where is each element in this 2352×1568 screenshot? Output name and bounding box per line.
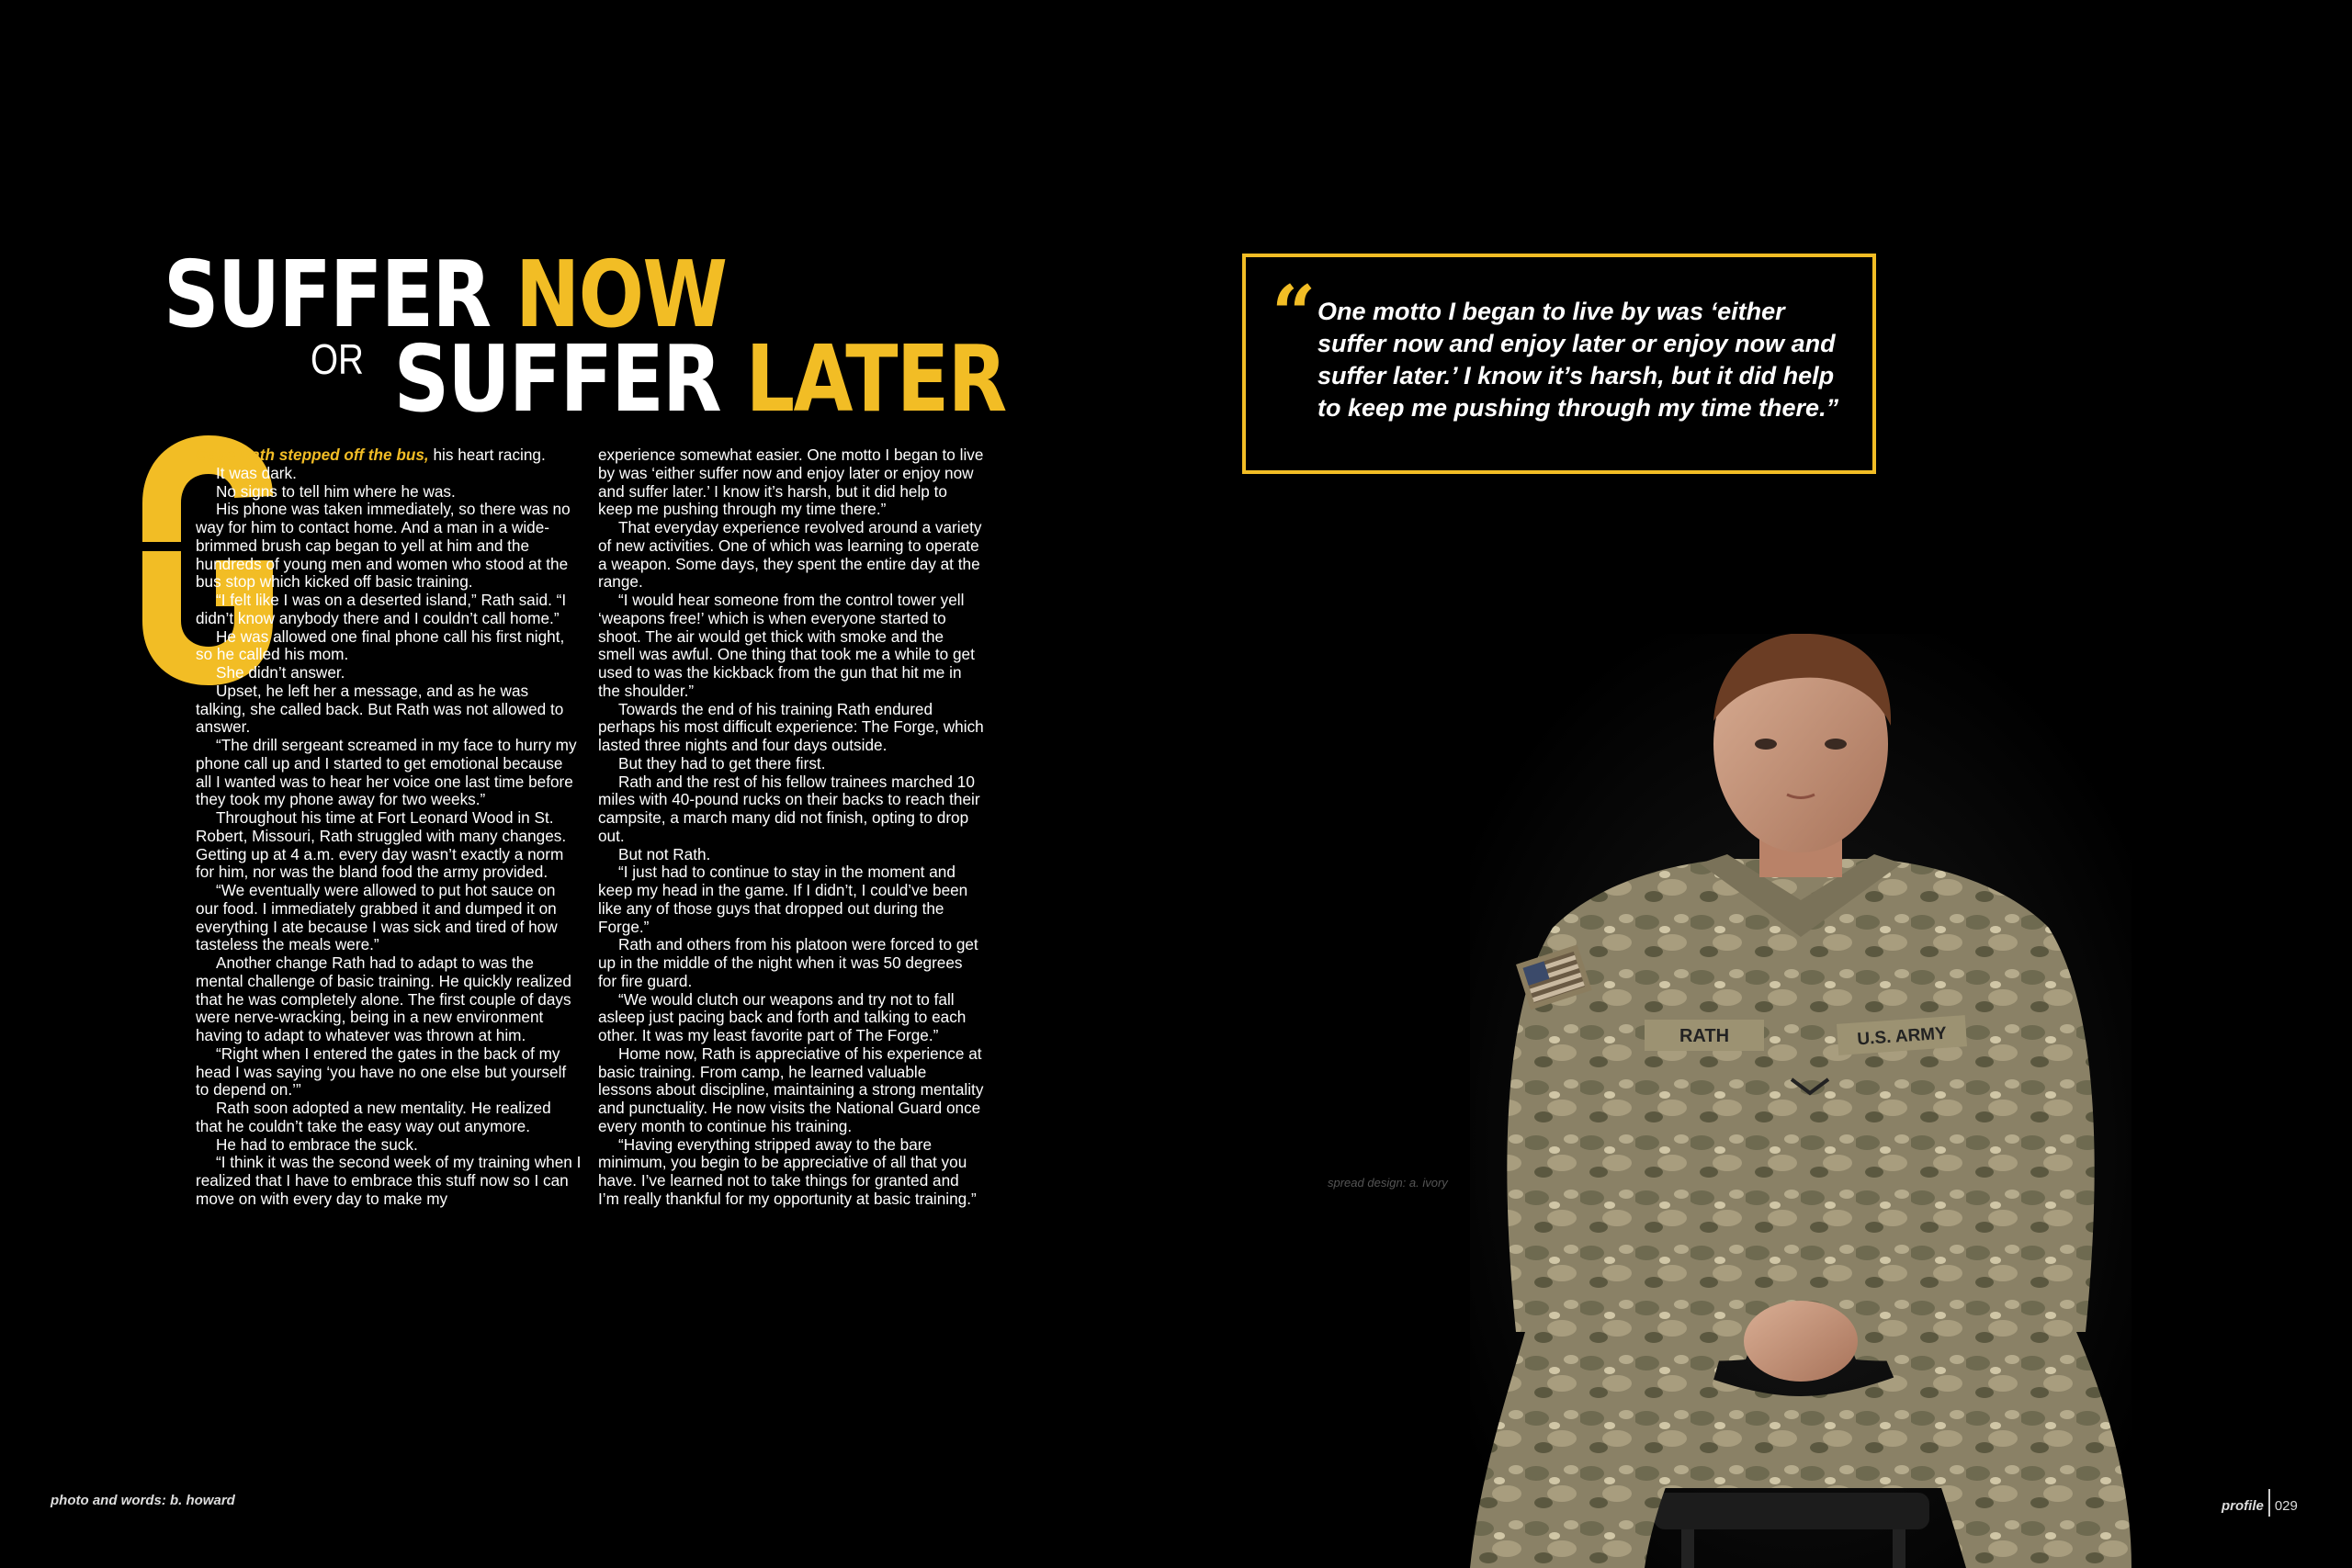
lead-in: Gage Rath stepped off the bus, — [196, 446, 429, 464]
article-paragraph: experience somewhat easier. One motto I began to live by was ‘either suffer now and enjoy later or enjoy now and suffer later.’ I know it’s harsh, but it did help to keep me pushing through my time there.” — [598, 446, 984, 519]
article-paragraph: Rath and others from his platoon were forced to get up in the middle of the night when it was 50 degrees for fire guard. — [598, 935, 978, 990]
article-paragraph: “Having everything stripped away to the bare minimum, you begin to be appreciative of all that you have. I’ve learned not to take things for granted and I’m really thankful for my opportunity at basic training.” — [598, 1134, 977, 1208]
article-paragraph: But not Rath. — [618, 844, 711, 863]
article-paragraph: Another change Rath had to adapt to was the mental challenge of basic training. He quickly realized that he was completely alone. The first couple of days were nerve-wracking, being in a new environment having to adapt to whatever was thrown at him. — [196, 953, 571, 1044]
article-paragraph: “I think it was the second week of my training when I realized that I have to embrace this stuff now so I can move on with every day to make my — [196, 1153, 582, 1208]
article-column-2 — [598, 446, 984, 1209]
page-number: 029 — [2274, 1497, 2298, 1514]
headline — [164, 241, 1006, 433]
quote-mark-icon: “ — [1272, 268, 1317, 359]
article-paragraph: It was dark. — [216, 463, 297, 482]
article-paragraph: She didn’t answer. — [216, 663, 345, 682]
article-column-1 — [196, 446, 582, 1209]
headline-word-suffer-2: SUFFER — [393, 325, 721, 433]
article-paragraph: “We would clutch our weapons and try not to fall asleep just pacing back and forth and talking to each other. It was my least favorite part of The Forge.” — [598, 989, 967, 1044]
photo-credit: photo and words: b. howard — [51, 1493, 235, 1508]
article-paragraph: Upset, he left her a message, and as he was talking, she called back. But Rath was not allowed to answer. — [196, 681, 564, 737]
headline-word-or: OR — [311, 335, 364, 383]
article-paragraph: “I just had to continue to stay in the moment and keep my head in the game. If I didn’t, I could’ve been like any of those guys that dropped out during the Forge.” — [598, 863, 968, 936]
soldier-photo — [1470, 634, 2132, 1568]
article-paragraph: “Right when I entered the gates in the back of my head I was saying ‘you have no one else but yourself to depend on.’” — [196, 1043, 567, 1100]
article-paragraph: Home now, Rath is appreciative of his experience at basic training. From camp, he learned valuable lessons about discipline, maintaining a strong mentality and punctuality. He now visits the National Guard once every month to continue his training. — [598, 1043, 984, 1135]
article-paragraph: Throughout his time at Fort Leonard Wood in St. Robert, Missouri, Rath struggled with many changes. Getting up at 4 a.m. every day wasn’t exactly a norm for him, nor was the bland food the army provided. — [196, 808, 567, 882]
article-paragraph: “I felt like I was on a deserted island,” Rath said. “I didn’t know anybody there and I couldn’t call home.” — [196, 591, 567, 627]
folio-divider — [2268, 1489, 2270, 1517]
headline-line-2 — [311, 325, 1006, 433]
article-paragraph: He had to embrace the suck. — [216, 1134, 418, 1154]
article-paragraph: “The drill sergeant screamed in my face to hurry my phone call up and I started to get emotional because all I wanted was to hear her voice one last time before they took my phone away for two weeks.” — [196, 736, 577, 809]
headline-word-later: LATER — [745, 325, 1006, 433]
article-paragraph: He was allowed one final phone call his first night, so he called his mom. — [196, 626, 565, 664]
article-paragraph: “We eventually were allowed to put hot sauce on our food. I immediately grabbed it and dumped it on everything I ate because I was sick and tired of how tasteless the meals were.” — [196, 881, 558, 954]
article-paragraph: No signs to tell him where he was. — [216, 481, 456, 501]
article-paragraph: Gage Rath stepped off the bus, his heart racing. — [196, 446, 546, 464]
article-paragraph: That everyday experience revolved around a variety of new activities. One of which was learning to operate a weapon. Some days, they spent the entire day at the range. — [598, 518, 982, 592]
article-paragraph: Rath soon adopted a new mentality. He realized that he couldn’t take the easy way out anymore. — [196, 1099, 551, 1135]
section-name: profile — [2222, 1497, 2264, 1514]
article-paragraph: Rath and the rest of his fellow trainees marched 10 miles with 40-pound rucks on their backs to reach their campsite, a march many did not finish, opting to drop out. — [598, 772, 980, 845]
headline-word-suffer-1: SUFFER — [164, 241, 491, 348]
pull-quote-text: One motto I began to live by was ‘either suffer now and enjoy later or enjoy now and suffer later.’ I know it’s harsh, but it did help to keep me pushing through my time there.” — [1317, 298, 1839, 422]
article-paragraph: “I would hear someone from the control tower yell ‘weapons free!’ which is when everyone started to shoot. The air would get thick with smoke and the smell was awful. One thing that took me a while to get used to was the kickback from the gun that hit me in the shoulder.” — [598, 591, 975, 700]
name-tape: RATH — [1679, 1026, 1730, 1046]
branch-tape: U.S. ARMY — [1856, 1023, 1948, 1050]
design-credit: spread design: a. ivory — [1328, 1176, 1448, 1190]
article-paragraph: His phone was taken immediately, so there was no way for him to contact home. And a man in a wide-brimmed brush cap began to yell at him and the hundreds of young men and women who stood at the bus stop which kicked off basic training. — [196, 500, 571, 592]
folio — [2222, 1493, 2298, 1520]
pull-quote-box — [1242, 254, 1876, 474]
article-paragraph: But they had to get there first. — [618, 753, 826, 773]
article-paragraph: Towards the end of his training Rath endured perhaps his most difficult experience: The Forge, which lasted three nights and four days outside. — [598, 699, 984, 754]
headline-word-now: NOW — [515, 241, 727, 348]
